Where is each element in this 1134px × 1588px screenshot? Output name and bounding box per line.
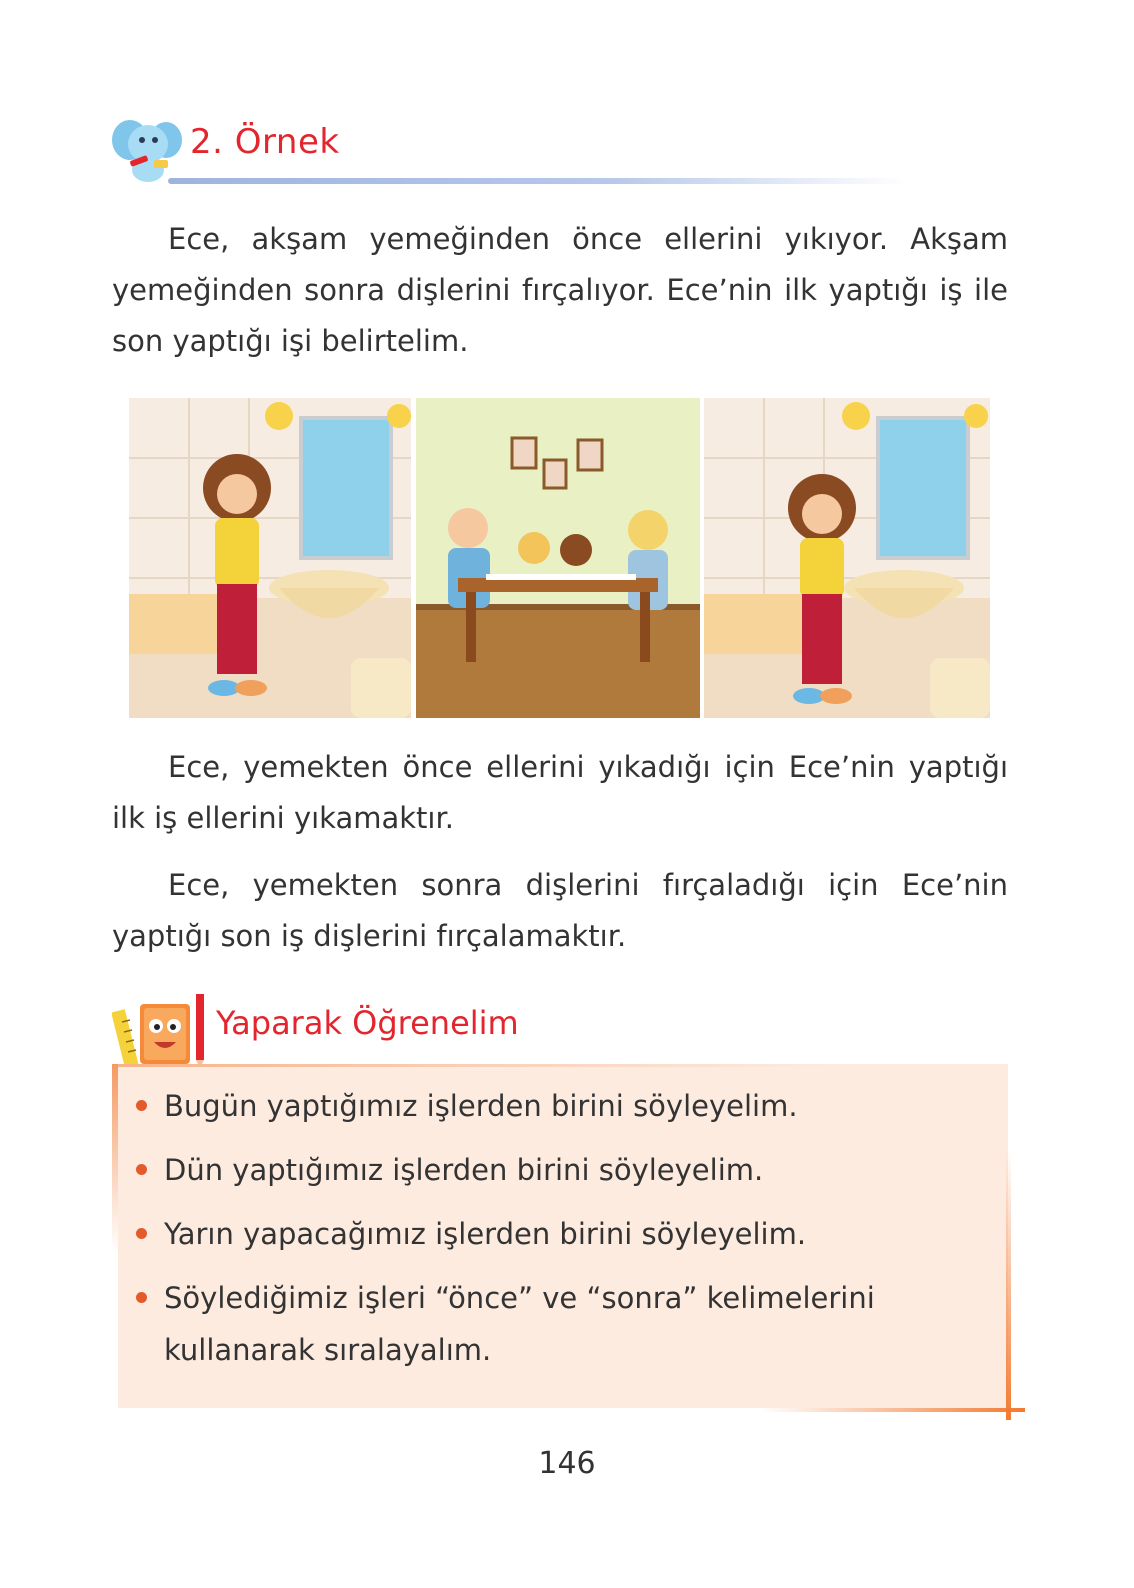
list-item: Bugün yaptığımız işlerden birini söyleyelim.	[134, 1080, 974, 1132]
box-border-top	[118, 1064, 828, 1067]
example-paragraph: Ece, akşam yemeğinden önce ellerini yıkıyor. Akşam yemeğinden sonra dişlerini fırçalıyor. Ece’nin ilk yaptığı iş ile son yaptığı işi belirtelim.	[112, 222, 1008, 358]
first-task-explanation: Ece, yemekten önce ellerini yıkadığı için Ece’nin yaptığı ilk iş ellerini yıkamaktır.	[112, 750, 1008, 835]
bullet-dot-icon	[136, 1164, 147, 1175]
page-number: 146	[538, 1446, 596, 1481]
activity-title: Yaparak Öğrenelim	[216, 1004, 519, 1042]
box-border-left	[112, 1064, 118, 1254]
list-item: Söylediğimiz işleri “önce” ve “sonra” kelimelerini kullanarak sıralayalım.	[134, 1272, 974, 1376]
bullet-dot-icon	[136, 1100, 147, 1111]
book-pencil-ruler-icon	[112, 990, 212, 1068]
activity-header	[112, 990, 812, 1070]
activity-list	[134, 1080, 974, 1388]
box-border-bottom	[760, 1408, 1025, 1412]
elephant-icon	[108, 106, 188, 186]
last-task-explanation: Ece, yemekten sonra dişlerini fırçaladığı için Ece’nin yaptığı son iş dişlerini fırçalamaktır.	[112, 868, 1008, 953]
title-underline	[168, 178, 908, 184]
bullet-dot-icon	[136, 1228, 147, 1239]
illustration-brushing-teeth	[704, 398, 990, 718]
illustration-washing-hands	[129, 398, 411, 718]
example-header	[108, 100, 908, 190]
example-title: 2. Örnek	[190, 122, 340, 162]
list-item: Dün yaptığımız işlerden birini söyleyelim.	[134, 1144, 974, 1196]
box-border-right	[1006, 1150, 1011, 1420]
illustration-family-dinner	[416, 398, 700, 718]
bullet-dot-icon	[136, 1292, 147, 1303]
list-item: Yarın yapacağımız işlerden birini söyleyelim.	[134, 1208, 974, 1260]
